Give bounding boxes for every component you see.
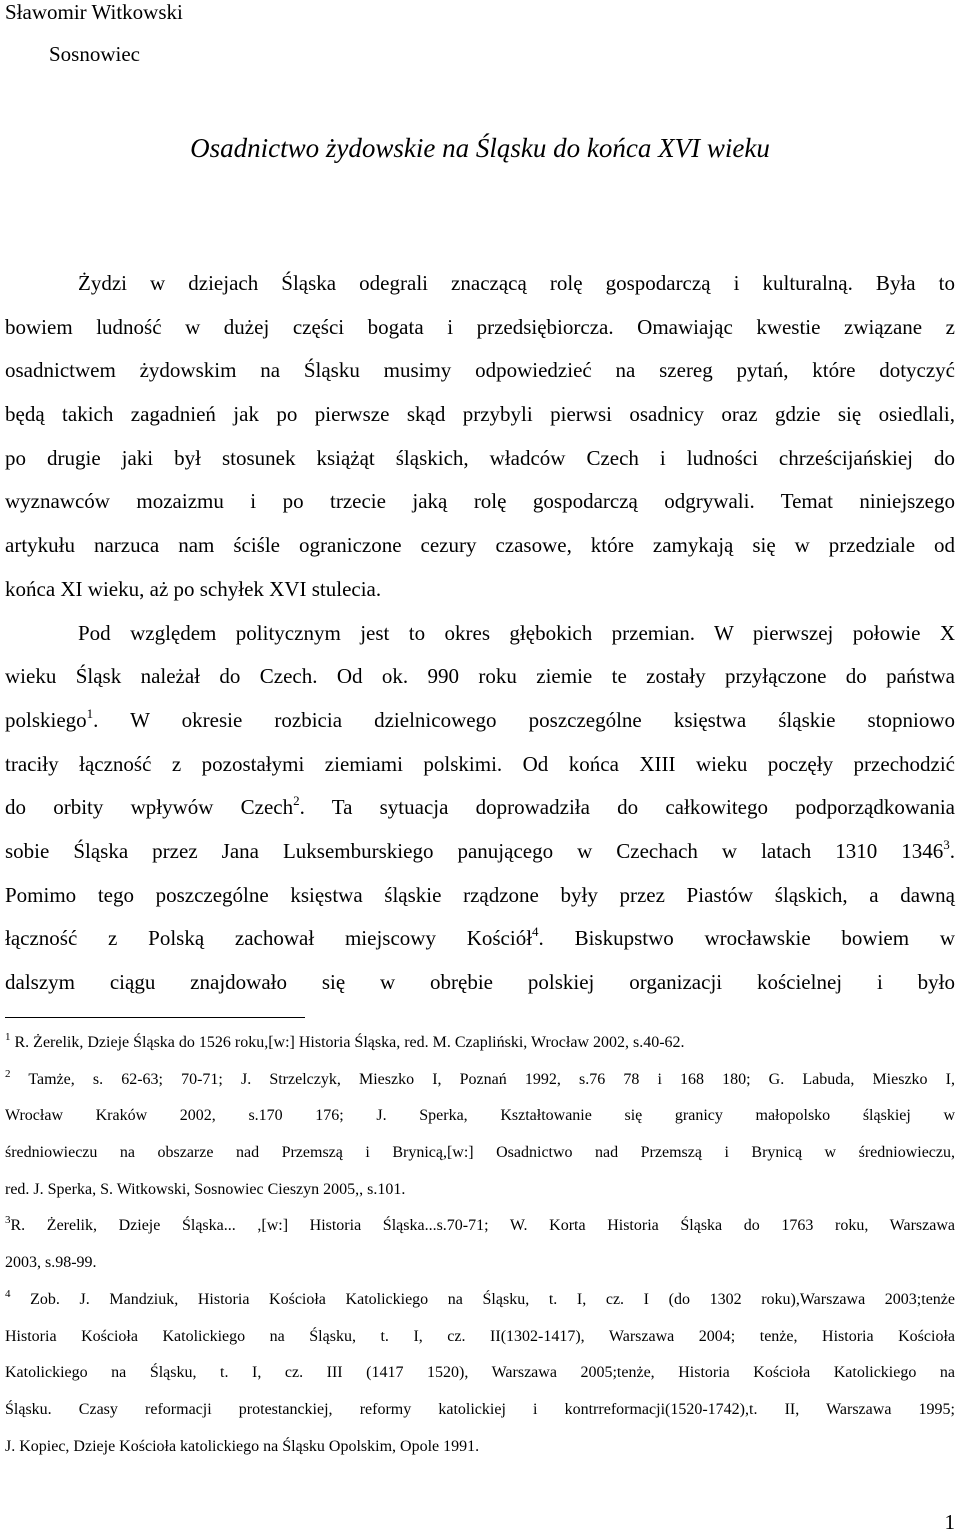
paragraph-line [5,917,955,961]
body-text [5,262,955,1005]
footnote-line: J. Kopiec, Dzieje Kościoła katolickiego na Śląsku Opolskim, Opole 1991. [5,1437,480,1455]
footnote-ref: 4 [532,924,539,940]
footnote-text: Tamże, s. 62-63; 70-71; J. Strzelczyk, Mieszko I, Poznań 1992, s.76 78 i 168 180; G. Labuda, Mieszko I, [10,1070,955,1088]
line-segment: . [949,838,955,863]
footnote-line: Śląsku. Czasy reformacji protestanckiej, reformy katolickiej i kontrreformacji(1520-1742),t. II, Warszawa 1995; [5,1400,955,1418]
paragraph-line: Pod względem politycznym jest to okres głębokich przemian. W pierwszej połowie X [78,620,955,645]
footnote-line [5,1208,955,1245]
line-segment: polskiego [5,707,87,732]
author-name: Sławomir Witkowski [5,0,183,24]
document-title: Osadnictwo żydowskie na Śląsku do końca XVI wieku [190,133,770,163]
footnote-line [5,1282,955,1319]
page-number: 1 [944,1510,955,1534]
footnote-line: red. J. Sperka, S. Witkowski, Sosnowiec Cieszyn 2005,, s.101. [5,1180,406,1198]
footnote-line [5,1025,955,1062]
line-segment: . Ta sytuacja doprowadziła do całkowitego podporządkowania [299,795,955,820]
paragraph-line: dalszym ciągu znajdowało się w obrębie polskiej organizacji kościelnej i było [5,970,955,994]
footnote-number: 2 [5,1067,11,1080]
footnote-text: Zob. J. Mandziuk, Historia Kościoła Katolickiego na Śląsku, t. I, cz. I (do 1302 roku),Warszawa 2003;tenże [10,1290,955,1308]
footnote-ref: 2 [293,793,300,809]
paragraph-line: będą takich zagadnień jak po pierwsze skąd przybyli pierwsi osadnicy oraz gdzie się osiedlali, [5,402,955,427]
footnote-number: 4 [5,1287,11,1300]
line-segment: . W okresie rozbicia dzielnicowego poszczególne księstwa śląskie stopniowo [93,707,955,732]
line-segment: do orbity wpływów Czech [5,795,294,820]
paragraph-line: po drugie jaki był stosunek książąt śląskich, władców Czech i ludności chrześcijańskiej do [5,445,955,470]
paragraph-line [5,699,955,743]
footnote-line: Historia Kościoła Katolickiego na Śląsku, t. I, cz. II(1302-1417), Warszawa 2004; tenże, Historia Kościoła [5,1327,955,1345]
footnote-line: 2003, s.98-99. [5,1254,97,1272]
author-city: Sosnowiec [49,42,140,66]
line-segment: . Biskupstwo wrocławskie bowiem w [538,926,955,951]
paragraph-line [5,830,955,874]
line-segment: sobie Śląska przez Jana Luksemburskiego panującego w Czechach w latach 1310 1346 [5,838,944,863]
footnote-number: 3 [5,1214,11,1227]
paragraph-line: traciły łączność z pozostałymi ziemiami polskimi. Od końca XIII wieku poczęły przechodzić [5,751,955,776]
paragraph-line: wieku Śląsk należał do Czech. Od ok. 990 roku ziemie te zostały przyłączone do państwa [5,664,955,689]
paragraph-line: artykułu narzuca nam ściśle ograniczone cezury czasowe, które zamykają się w przedziale od [5,533,955,558]
paragraph-line: Żydzi w dziejach Śląska odegrali znaczącą rolę gospodarczą i kulturalną. Była to [78,271,955,295]
paragraph-line: wyznawców mozaizmu i po trzecie jaką rolę gospodarczą odgrywali. Temat niniejszego [5,489,955,514]
footnote-number: 1 [5,1031,11,1043]
paragraph-line: końca XI wieku, aż po schyłek XVI stulecia. [5,576,382,601]
footnote-line: Katolickiego na Śląsku, t. I, cz. III (1417 1520), Warszawa 2005;tenże, Historia Kościoła Katolickiego na [5,1364,955,1382]
footnote-line [5,1062,955,1099]
footnote-line: Wrocław Kraków 2002, s.170 176; J. Sperka, Kształtowanie się granicy małopolsko śląskiej w [5,1107,955,1125]
footnote-text: R. Żerelik, Dzieje Śląska... ,[w:] Historia Śląska...s.70-71; W. Korta Historia Śląska do 1763 roku, Warszawa [10,1217,955,1235]
footnote-line: średniowieczu na obszarze nad Przemszą i Brynicą,[w:] Osadnictwo nad Przemszą i Brynicą w średniowieczu, [5,1144,955,1162]
paragraph-line [5,786,955,830]
line-segment: łączność z Polską zachował miejscowy Kościół [5,926,533,951]
paragraph-line: Pomimo tego poszczególne księstwa śląskie rządzone były przez Piastów śląskich, a dawną [5,882,955,907]
paragraph-line: bowiem ludność w dużej części bogata i przedsiębiorcza. Omawiając kwestie związane z [5,314,955,339]
footnote-ref: 3 [943,836,950,852]
footnote-text: R. Żerelik, Dzieje Śląska do 1526 roku,[w:] Historia Śląska, red. M. Czapliński, Wrocław 2002, s.40-62. [10,1034,685,1051]
footnote-separator [5,1017,305,1018]
footnotes [5,1025,955,1465]
paragraph-line: osadnictwem żydowskim na Śląsku musimy odpowiedzieć na szereg pytań, które dotyczyć [5,358,955,383]
footnote-ref: 1 [86,705,94,721]
